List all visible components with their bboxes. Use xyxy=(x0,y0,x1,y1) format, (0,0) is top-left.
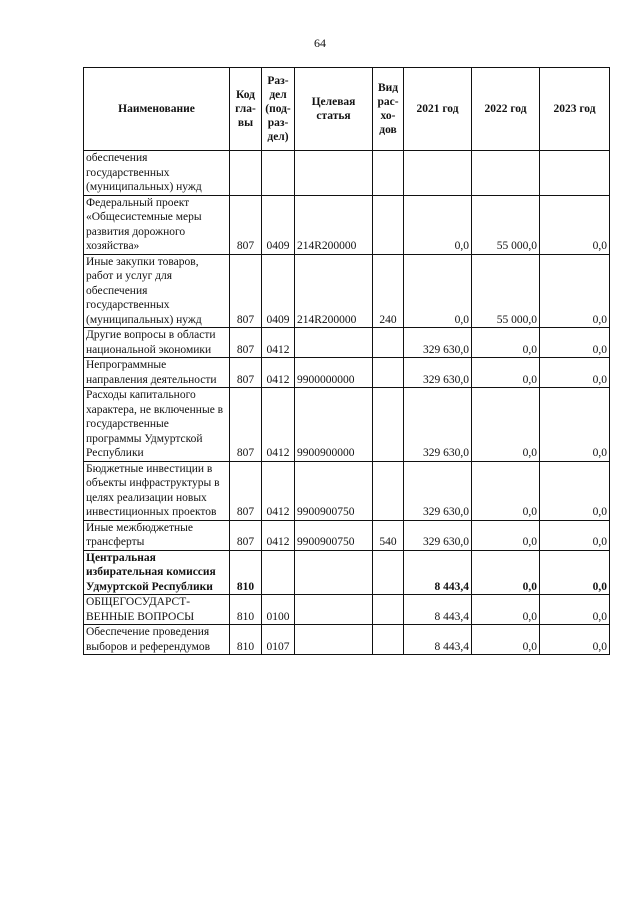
cell-kind xyxy=(373,595,404,625)
header-kind: Вид рас-хо-дов xyxy=(373,68,404,151)
cell-kind xyxy=(373,550,404,595)
cell-kind xyxy=(373,151,404,196)
cell-2022: 55 000,0 xyxy=(472,195,540,254)
cell-section: 0412 xyxy=(262,358,295,388)
cell-name: Расходы капитального характера, не включенные в государственные программы Удмуртской Республики xyxy=(84,388,230,462)
cell-kind: 240 xyxy=(373,254,404,328)
cell-section: 0409 xyxy=(262,254,295,328)
cell-2023: 0,0 xyxy=(540,328,610,358)
cell-2021: 329 630,0 xyxy=(404,388,472,462)
table-row xyxy=(84,358,610,388)
cell-article: 9900900000 xyxy=(295,388,373,462)
cell-article: 9900000000 xyxy=(295,358,373,388)
cell-name: Непрограммные направления деятельности xyxy=(84,358,230,388)
cell-2022: 0,0 xyxy=(472,520,540,550)
table-row xyxy=(84,151,610,196)
cell-2023: 0,0 xyxy=(540,461,610,520)
cell-section: 0409 xyxy=(262,195,295,254)
cell-article xyxy=(295,328,373,358)
cell-name: Федеральный проект «Общесистемные меры развития дорожного хозяйства» xyxy=(84,195,230,254)
cell-2021: 329 630,0 xyxy=(404,520,472,550)
cell-code: 807 xyxy=(230,195,262,254)
cell-section: 0412 xyxy=(262,328,295,358)
cell-2021: 0,0 xyxy=(404,254,472,328)
table-row xyxy=(84,388,610,462)
cell-article: 9900900750 xyxy=(295,520,373,550)
cell-2021: 329 630,0 xyxy=(404,461,472,520)
cell-kind xyxy=(373,358,404,388)
cell-name: Бюджетные инвестиции в объекты инфраструктуры в целях реализации новых инвестиционных проектов xyxy=(84,461,230,520)
cell-2023: 0,0 xyxy=(540,520,610,550)
cell-2021: 8 443,4 xyxy=(404,625,472,655)
cell-2021: 329 630,0 xyxy=(404,358,472,388)
cell-section xyxy=(262,151,295,196)
cell-kind xyxy=(373,461,404,520)
cell-article xyxy=(295,151,373,196)
cell-2023: 0,0 xyxy=(540,195,610,254)
cell-2023: 0,0 xyxy=(540,625,610,655)
cell-2022: 0,0 xyxy=(472,595,540,625)
cell-name: Обеспечение проведения выборов и референдумов xyxy=(84,625,230,655)
cell-article xyxy=(295,550,373,595)
cell-2022 xyxy=(472,151,540,196)
header-name: Наименование xyxy=(84,68,230,151)
cell-article xyxy=(295,595,373,625)
cell-kind xyxy=(373,388,404,462)
cell-2023: 0,0 xyxy=(540,254,610,328)
cell-2021 xyxy=(404,151,472,196)
table-row xyxy=(84,595,610,625)
table-row xyxy=(84,328,610,358)
budget-table xyxy=(83,67,610,655)
cell-code: 807 xyxy=(230,254,262,328)
cell-code: 810 xyxy=(230,550,262,595)
cell-name: Иные закупки товаров, работ и услуг для обеспечения государственных (муниципальных) нужд xyxy=(84,254,230,328)
cell-2021: 8 443,4 xyxy=(404,550,472,595)
header-section: Раз-дел (под-раз-дел) xyxy=(262,68,295,151)
table-header-row xyxy=(84,68,610,151)
cell-code: 807 xyxy=(230,461,262,520)
cell-section: 0412 xyxy=(262,461,295,520)
cell-section: 0107 xyxy=(262,625,295,655)
cell-kind xyxy=(373,328,404,358)
cell-kind xyxy=(373,625,404,655)
cell-2023: 0,0 xyxy=(540,595,610,625)
table-row xyxy=(84,550,610,595)
cell-article: 9900900750 xyxy=(295,461,373,520)
header-2022: 2022 год xyxy=(472,68,540,151)
cell-2022: 0,0 xyxy=(472,358,540,388)
cell-article: 214R200000 xyxy=(295,254,373,328)
cell-code: 807 xyxy=(230,520,262,550)
cell-name: Другие вопросы в области национальной экономики xyxy=(84,328,230,358)
cell-2021: 0,0 xyxy=(404,195,472,254)
cell-2022: 0,0 xyxy=(472,550,540,595)
table-row xyxy=(84,461,610,520)
cell-name: Иные межбюджетные трансферты xyxy=(84,520,230,550)
cell-code: 810 xyxy=(230,625,262,655)
cell-code: 807 xyxy=(230,328,262,358)
cell-name: обеспечения государственных (муниципальных) нужд xyxy=(84,151,230,196)
cell-code: 807 xyxy=(230,388,262,462)
cell-2023 xyxy=(540,151,610,196)
table-row xyxy=(84,195,610,254)
header-2023: 2023 год xyxy=(540,68,610,151)
cell-section: 0412 xyxy=(262,520,295,550)
cell-2021: 329 630,0 xyxy=(404,328,472,358)
cell-2022: 0,0 xyxy=(472,625,540,655)
cell-2023: 0,0 xyxy=(540,550,610,595)
table-row xyxy=(84,520,610,550)
header-2021: 2021 год xyxy=(404,68,472,151)
table-row xyxy=(84,254,610,328)
cell-kind: 540 xyxy=(373,520,404,550)
cell-2023: 0,0 xyxy=(540,358,610,388)
cell-code: 807 xyxy=(230,358,262,388)
cell-section: 0100 xyxy=(262,595,295,625)
cell-name: Центральная избирательная комиссия Удмуртской Республики xyxy=(84,550,230,595)
cell-code: 810 xyxy=(230,595,262,625)
header-code: Код гла-вы xyxy=(230,68,262,151)
cell-code xyxy=(230,151,262,196)
cell-2022: 0,0 xyxy=(472,461,540,520)
cell-2022: 0,0 xyxy=(472,328,540,358)
header-article: Целевая статья xyxy=(295,68,373,151)
cell-article xyxy=(295,625,373,655)
cell-section: 0412 xyxy=(262,388,295,462)
cell-2022: 0,0 xyxy=(472,388,540,462)
cell-kind xyxy=(373,195,404,254)
cell-2023: 0,0 xyxy=(540,388,610,462)
cell-2021: 8 443,4 xyxy=(404,595,472,625)
cell-article: 214R200000 xyxy=(295,195,373,254)
cell-section xyxy=(262,550,295,595)
table-row xyxy=(84,625,610,655)
page-number: 64 xyxy=(314,36,326,50)
cell-name: ОБЩЕГОСУДАРСТ-ВЕННЫЕ ВОПРОСЫ xyxy=(84,595,230,625)
cell-2022: 55 000,0 xyxy=(472,254,540,328)
